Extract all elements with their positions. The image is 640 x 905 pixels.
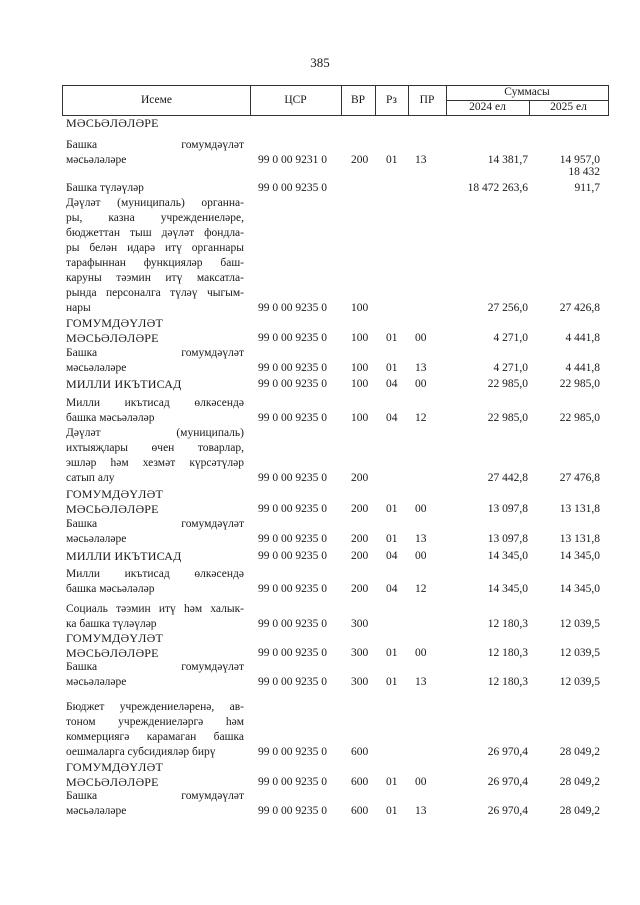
- row-csr: 99 0 00 9231 0: [258, 154, 327, 166]
- row-sum-2025: 911,7: [574, 182, 600, 194]
- table-row: [66, 426, 606, 486]
- row-sum-2025: 13 131,8: [559, 533, 600, 545]
- table-row: [66, 116, 606, 131]
- table-row: [66, 346, 606, 376]
- row-csr: 99 0 00 9235 0: [258, 412, 327, 424]
- row-csr: 99 0 00 9235 0: [258, 332, 327, 344]
- row-name-line: Башка түләүләр: [66, 182, 144, 194]
- row-pr: 12: [415, 583, 427, 595]
- row-name: [66, 346, 244, 376]
- row-sum-2024: 26 970,4: [487, 805, 528, 817]
- row-sum-2025: 14 345,0: [559, 583, 600, 595]
- row-sum-2025: 12 039,5: [559, 647, 600, 659]
- header-name: Исеме: [140, 94, 173, 106]
- row-vr: 100: [351, 362, 369, 374]
- row-rz: 01: [386, 676, 398, 688]
- row-name-line: МӘСЬӘЛӘЛӘРЕ: [66, 116, 159, 130]
- row-name-line: тоном учреждениеләргә һәм: [66, 716, 244, 728]
- table-row: [66, 487, 606, 517]
- row-sum-2025: 13 131,8: [559, 503, 600, 515]
- row-name-line: мәсьәләләре: [66, 362, 127, 374]
- table-row: [66, 660, 606, 690]
- row-name-line: мәсьәләләре: [66, 154, 127, 166]
- row-sum-2025: 28 049,2: [559, 776, 600, 788]
- row-name-line: ихтыяҗлары өчен товарлар,: [66, 442, 244, 454]
- row-name-line: эшләр һәм хезмәт күрсәтүләр: [66, 457, 244, 469]
- row-pr: 00: [415, 776, 427, 788]
- row-pr: 00: [415, 378, 427, 390]
- row-name-line: МӘСЬӘЛӘЛӘРЕ: [66, 502, 159, 516]
- row-name-line: МӘСЬӘЛӘЛӘРЕ: [66, 331, 159, 345]
- row-name-line: Башка гомумдәүләт: [66, 790, 244, 802]
- row-sum-2024: 18 472 263,6: [467, 182, 528, 194]
- row-rz: 01: [386, 533, 398, 545]
- row-name: [66, 567, 244, 597]
- row-name-line: Дәүләт (муниципаль): [66, 427, 244, 439]
- row-csr: 99 0 00 9235 0: [258, 647, 327, 659]
- row-name-line: Бюджет учреждениеләренә, ав-: [66, 701, 244, 713]
- row-vr: 200: [351, 154, 369, 166]
- row-name-line: ГОМУМДӘҮЛӘТ: [66, 631, 163, 645]
- row-sum-2025: 12 039,5: [559, 618, 600, 630]
- row-rz: 04: [386, 583, 398, 595]
- carried-value: 18 432: [568, 166, 600, 178]
- row-sum-2025: 27 426,8: [559, 302, 600, 314]
- row-pr: 12: [415, 412, 427, 424]
- row-sum-2025: 22 985,0: [559, 378, 600, 390]
- row-name: [66, 181, 244, 196]
- row-pr: 13: [415, 676, 427, 688]
- row-name-line: Башка гомумдәүләт: [66, 139, 244, 151]
- row-rz: 01: [386, 647, 398, 659]
- row-sum-2024: 13 097,8: [487, 533, 528, 545]
- row-pr: 13: [415, 533, 427, 545]
- row-vr: 100: [351, 332, 369, 344]
- row-pr: 00: [415, 550, 427, 562]
- row-sum-2025: 28 049,2: [559, 746, 600, 758]
- row-name: [66, 789, 244, 819]
- row-sum-2025: 22 985,0: [559, 412, 600, 424]
- table-row: [66, 181, 606, 196]
- row-rz: 01: [386, 503, 398, 515]
- row-name: [66, 377, 244, 392]
- row-vr: 600: [351, 776, 369, 788]
- row-name-line: Башка гомумдәүләт: [66, 661, 244, 673]
- row-name-line: мәсьәләләре: [66, 805, 127, 817]
- row-rz: 01: [386, 154, 398, 166]
- row-sum-2024: 22 985,0: [487, 378, 528, 390]
- row-csr: 99 0 00 9235 0: [258, 503, 327, 515]
- row-csr: 99 0 00 9235 0: [258, 805, 327, 817]
- header-csr: ЦСР: [284, 94, 307, 106]
- row-name-line: Милли икътисад өлкәсендә: [66, 568, 244, 580]
- row-sum-2025: 14 345,0: [559, 550, 600, 562]
- row-name-line: ГОМУМДӘҮЛӘТ: [66, 487, 163, 501]
- header-2025: 2025 ел: [550, 101, 587, 113]
- row-sum-2024: 26 970,4: [487, 746, 528, 758]
- row-rz: 01: [386, 332, 398, 344]
- row-name-line: мәсьәләләре: [66, 676, 127, 688]
- row-name: [66, 517, 244, 547]
- row-csr: 99 0 00 9235 0: [258, 746, 327, 758]
- table-row: [66, 517, 606, 547]
- row-rz: 01: [386, 362, 398, 374]
- row-name-line: Дәүләт (муниципаль) органна-: [66, 197, 244, 209]
- table-row: [66, 396, 606, 426]
- row-sum-2025: 14 957,0: [559, 154, 600, 166]
- row-name: [66, 602, 244, 632]
- row-name: [66, 631, 244, 661]
- table-row: [66, 700, 606, 760]
- row-name: [66, 487, 244, 517]
- row-name-line: башка мәсьәләләр: [66, 412, 155, 424]
- row-vr: 200: [351, 550, 369, 562]
- row-pr: 00: [415, 647, 427, 659]
- row-vr: 300: [351, 676, 369, 688]
- row-csr: 99 0 00 9235 0: [258, 182, 327, 194]
- table-row: [66, 602, 606, 632]
- row-name-line: башка мәсьәләләр: [66, 583, 155, 595]
- row-name: [66, 138, 244, 168]
- header-pr: ПР: [419, 94, 435, 106]
- table-row: [66, 789, 606, 819]
- row-sum-2024: 12 180,3: [487, 647, 528, 659]
- table-row: [66, 760, 606, 790]
- row-name-line: МӘСЬӘЛӘЛӘРЕ: [66, 775, 159, 789]
- table-row: [66, 377, 606, 392]
- row-sum-2024: 27 442,8: [487, 472, 528, 484]
- row-name: [66, 700, 244, 760]
- row-name-line: нары: [66, 302, 91, 314]
- row-name: [66, 196, 244, 316]
- row-sum-2024: 14 381,7: [487, 154, 528, 166]
- row-sum-2025: 4 441,8: [565, 332, 600, 344]
- row-name-line: ры, казна учреждениеләре,: [66, 212, 244, 224]
- row-vr: 100: [351, 378, 369, 390]
- row-csr: 99 0 00 9235 0: [258, 776, 327, 788]
- table-row: [66, 567, 606, 597]
- row-sum-2024: 4 271,0: [493, 362, 528, 374]
- row-name: [66, 760, 244, 790]
- row-csr: 99 0 00 9235 0: [258, 676, 327, 688]
- row-csr: 99 0 00 9235 0: [258, 550, 327, 562]
- row-sum-2025: 4 441,8: [565, 362, 600, 374]
- row-name-line: коммерциягә карамаган башка: [66, 731, 244, 743]
- table-row: [66, 631, 606, 661]
- row-name-line: ГОМУМДӘҮЛӘТ: [66, 760, 163, 774]
- row-sum-2024: 14 345,0: [487, 583, 528, 595]
- table-row: [66, 138, 606, 168]
- row-name-line: МИЛЛИ ИКЪТИСАД: [66, 377, 182, 391]
- row-csr: 99 0 00 9235 0: [258, 302, 327, 314]
- row-sum-2024: 22 985,0: [487, 412, 528, 424]
- row-name-line: оешмаларга субсидияләр бирү: [66, 746, 216, 758]
- row-name-line: Башка гомумдәүләт: [66, 347, 244, 359]
- row-rz: 04: [386, 550, 398, 562]
- row-vr: 100: [351, 412, 369, 424]
- row-sum-2024: 12 180,3: [487, 618, 528, 630]
- row-csr: 99 0 00 9235 0: [258, 362, 327, 374]
- header-vr: ВР: [350, 94, 366, 106]
- row-rz: 04: [386, 412, 398, 424]
- row-vr: 200: [351, 583, 369, 595]
- row-name-line: тарафыннан функцияләр баш-: [66, 257, 244, 269]
- table-row: [66, 196, 606, 316]
- row-vr: 300: [351, 618, 369, 630]
- row-sum-2025: 12 039,5: [559, 676, 600, 688]
- row-pr: 13: [415, 154, 427, 166]
- row-csr: 99 0 00 9235 0: [258, 583, 327, 595]
- table-header: [62, 85, 609, 116]
- row-name-line: ГОМУМДӘҮЛӘТ: [66, 316, 163, 330]
- row-name-line: бюджеттан тыш дәүләт фондла-: [66, 227, 244, 239]
- row-sum-2024: 26 970,4: [487, 776, 528, 788]
- header-rz: Рз: [386, 94, 397, 106]
- row-name-line: ры белән идарә итү органнары: [66, 242, 244, 254]
- header-sums: Суммасы: [504, 86, 550, 98]
- row-name-line: рында персоналга түләү чыгым-: [66, 287, 244, 299]
- row-pr: 13: [415, 805, 427, 817]
- row-name: [66, 116, 244, 131]
- row-rz: 01: [386, 776, 398, 788]
- row-vr: 300: [351, 647, 369, 659]
- row-name-line: мәсьәләләре: [66, 533, 127, 545]
- row-sum-2024: 4 271,0: [493, 332, 528, 344]
- row-vr: 200: [351, 472, 369, 484]
- row-vr: 200: [351, 533, 369, 545]
- page-number: 385: [310, 55, 330, 70]
- row-name-line: МӘСЬӘЛӘЛӘРЕ: [66, 646, 159, 660]
- table-row: [66, 316, 606, 346]
- row-sum-2024: 13 097,8: [487, 503, 528, 515]
- row-name-line: Социаль тәэмин итү һәм халык-: [66, 603, 244, 615]
- row-csr: 99 0 00 9235 0: [258, 378, 327, 390]
- row-name: [66, 426, 244, 486]
- row-sum-2024: 12 180,3: [487, 676, 528, 688]
- row-vr: 100: [351, 302, 369, 314]
- row-csr: 99 0 00 9235 0: [258, 533, 327, 545]
- row-name: [66, 316, 244, 346]
- row-pr: 00: [415, 332, 427, 344]
- row-sum-2025: 27 476,8: [559, 472, 600, 484]
- row-name-line: ка башка түләүләр: [66, 618, 157, 630]
- row-csr: 99 0 00 9235 0: [258, 618, 327, 630]
- row-csr: 99 0 00 9235 0: [258, 472, 327, 484]
- row-name-line: сатып алу: [66, 472, 115, 484]
- table-row: [66, 549, 606, 564]
- row-vr: 200: [351, 503, 369, 515]
- row-name: [66, 396, 244, 426]
- row-rz: 01: [386, 805, 398, 817]
- row-name-line: Башка гомумдәүләт: [66, 518, 244, 530]
- row-name-line: каруны тәэмин итү максатла-: [66, 272, 244, 284]
- row-vr: 600: [351, 746, 369, 758]
- row-rz: 04: [386, 378, 398, 390]
- row-name: [66, 549, 244, 564]
- row-name: [66, 660, 244, 690]
- row-vr: 600: [351, 805, 369, 817]
- row-name-line: МИЛЛИ ИКЪТИСАД: [66, 549, 182, 563]
- header-2024: 2024 ел: [469, 101, 506, 113]
- row-pr: 13: [415, 362, 427, 374]
- row-name-line: Милли икътисад өлкәсендә: [66, 397, 244, 409]
- row-pr: 00: [415, 503, 427, 515]
- row-sum-2025: 28 049,2: [559, 805, 600, 817]
- row-sum-2024: 27 256,0: [487, 302, 528, 314]
- row-sum-2024: 14 345,0: [487, 550, 528, 562]
